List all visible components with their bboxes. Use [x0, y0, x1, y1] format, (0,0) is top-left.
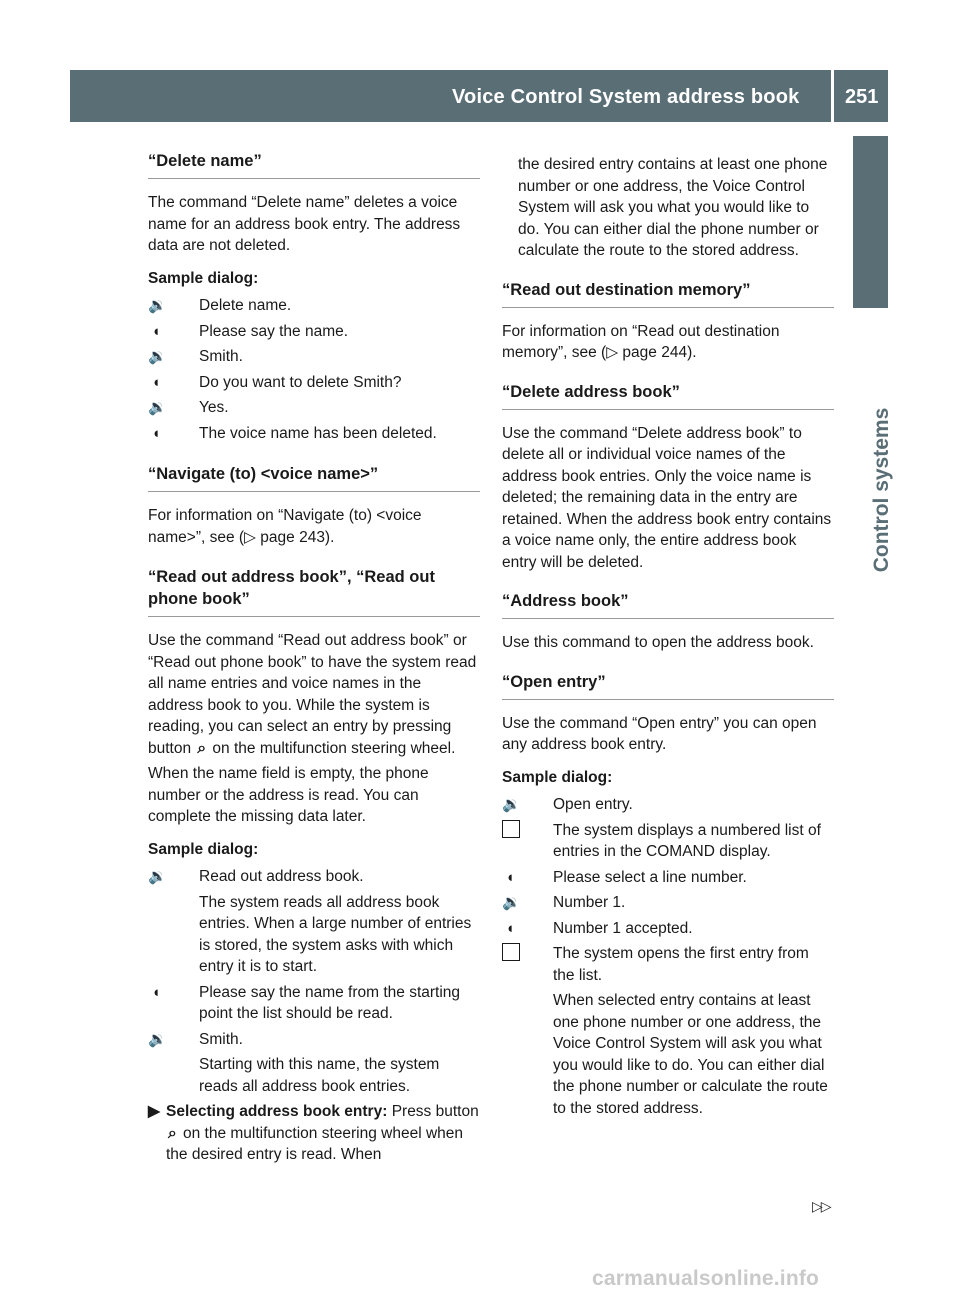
- section-heading: “Read out destination memory”: [502, 279, 834, 308]
- header-divider: [831, 70, 834, 122]
- dialog-line: 🔉 Smith.: [148, 348, 243, 365]
- system-speaks-icon: ◖: [505, 919, 515, 937]
- dialog-line: ◖ Do you want to delete Smith?: [148, 372, 480, 394]
- watermark: carmanualsonline.info: [592, 1267, 820, 1290]
- phone-button-icon: ⌕: [168, 1124, 177, 1142]
- section-tab: [853, 136, 888, 308]
- system-speaks-icon: ◖: [151, 373, 161, 391]
- section-heading: “Open entry”: [502, 671, 834, 700]
- user-speaks-icon: 🔉: [502, 796, 521, 813]
- section-heading: “Address book”: [502, 590, 834, 619]
- user-speaks-icon: 🔉: [148, 348, 167, 365]
- paragraph: The command “Delete name” deletes a voice name for an address book entry. The address data are not deleted.: [148, 194, 461, 254]
- section-heading: “Delete address book”: [502, 381, 834, 410]
- dialog-line: 🔉 Read out address book. The system reads all address book entries. When a large number of entries is stored, the system asks with which entry it is to start.: [148, 868, 472, 975]
- sample-dialog-label: Sample dialog:: [148, 269, 259, 287]
- system-speaks-icon: ◖: [151, 322, 161, 340]
- system-speaks-icon: ◖: [151, 983, 161, 1001]
- display-icon: [502, 943, 520, 961]
- display-icon: [502, 820, 520, 838]
- user-speaks-icon: 🔉: [502, 894, 521, 911]
- paragraph: Use this command to open the address book.: [502, 634, 814, 651]
- paragraph: When the name field is empty, the phone number or the address is read. You can complete the missing data later.: [148, 765, 429, 825]
- step-arrow-icon: ▶: [148, 1103, 160, 1120]
- dialog-line: 🔉 Number 1.: [502, 894, 626, 911]
- page-title: Voice Control System address book: [452, 86, 800, 108]
- section-label: Control systems: [870, 407, 893, 573]
- paragraph: For information on “Read out destination memory”, see (▷ page 244).: [502, 322, 780, 361]
- sample-dialog-label: Sample dialog:: [502, 768, 613, 786]
- paragraph: For information on “Navigate (to) <voice name>”, see (▷ page 243).: [148, 507, 422, 546]
- dialog-line: The system opens the first entry from the list. When selected entry contains at least one phone number or one address, the Voice Control System will ask you what you would like to do. You can either dial the phone number or calculate the route to the stored address.: [502, 943, 834, 1119]
- user-speaks-icon: 🔉: [148, 399, 167, 416]
- dialog-line: 🔉 Yes.: [148, 399, 229, 416]
- page-number: 251: [845, 86, 879, 108]
- section-heading: “Read out address book”, “Read out phone book”: [148, 566, 480, 617]
- continuation-paragraph: the desired entry contains at least one phone number or one address, the Voice Control System will ask you what you would like to do. You can either dial the phone number or calculate the route to the stored address.: [518, 156, 828, 259]
- user-speaks-icon: 🔉: [148, 297, 167, 314]
- dialog-line: ◖ Please say the name from the starting point the list should be read.: [148, 982, 480, 1025]
- dialog-line: 🔉 Open entry.: [502, 796, 633, 813]
- dialog-line: 🔉 Smith. Starting with this name, the system reads all address book entries.: [148, 1030, 440, 1095]
- dialog-line: The system displays a numbered list of entries in the COMAND display.: [502, 820, 834, 863]
- dialog-line: ◖ Number 1 accepted.: [502, 918, 834, 940]
- paragraph: Use the command “Open entry” you can open any address book entry.: [502, 714, 817, 753]
- dialog-line: 🔉 Delete name.: [148, 297, 292, 314]
- dialog-line: ◖ Please select a line number.: [502, 867, 834, 889]
- user-speaks-icon: 🔉: [148, 1030, 167, 1048]
- instruction-step: ▶ Selecting address book entry: Press button ⌕ on the multifunction steering wheel when the desired entry is read. When: [148, 1101, 480, 1166]
- left-column: [148, 150, 480, 1166]
- section-heading: “Delete name”: [148, 150, 480, 179]
- section-heading: “Navigate (to) <voice name>”: [148, 463, 480, 492]
- paragraph: Use the command “Delete address book” to delete all or individual voice names of the address book entries. Only the voice name is deleted; the remaining data in the entry are retained. When the address book entry contains a voice name only, the entire address book entry will be deleted.: [502, 424, 832, 571]
- user-speaks-icon: 🔉: [148, 868, 167, 885]
- sample-dialog-label: Sample dialog:: [148, 840, 259, 858]
- system-speaks-icon: ◖: [151, 424, 161, 442]
- dialog-line: ◖ Please say the name.: [148, 321, 480, 343]
- continued-marker: ▷▷: [812, 1198, 830, 1214]
- system-speaks-icon: ◖: [505, 868, 515, 886]
- phone-button-icon: ⌕: [197, 739, 207, 757]
- paragraph: Use the command “Read out address book” or “Read out phone book” to have the system read all name entries and voice names in the address book to you. While the system is reading, you can select an entry by pressing button ⌕ on the multifunction steering wheel.: [148, 630, 480, 759]
- dialog-line: ◖ The voice name has been deleted.: [148, 423, 480, 445]
- right-column: [502, 154, 834, 1123]
